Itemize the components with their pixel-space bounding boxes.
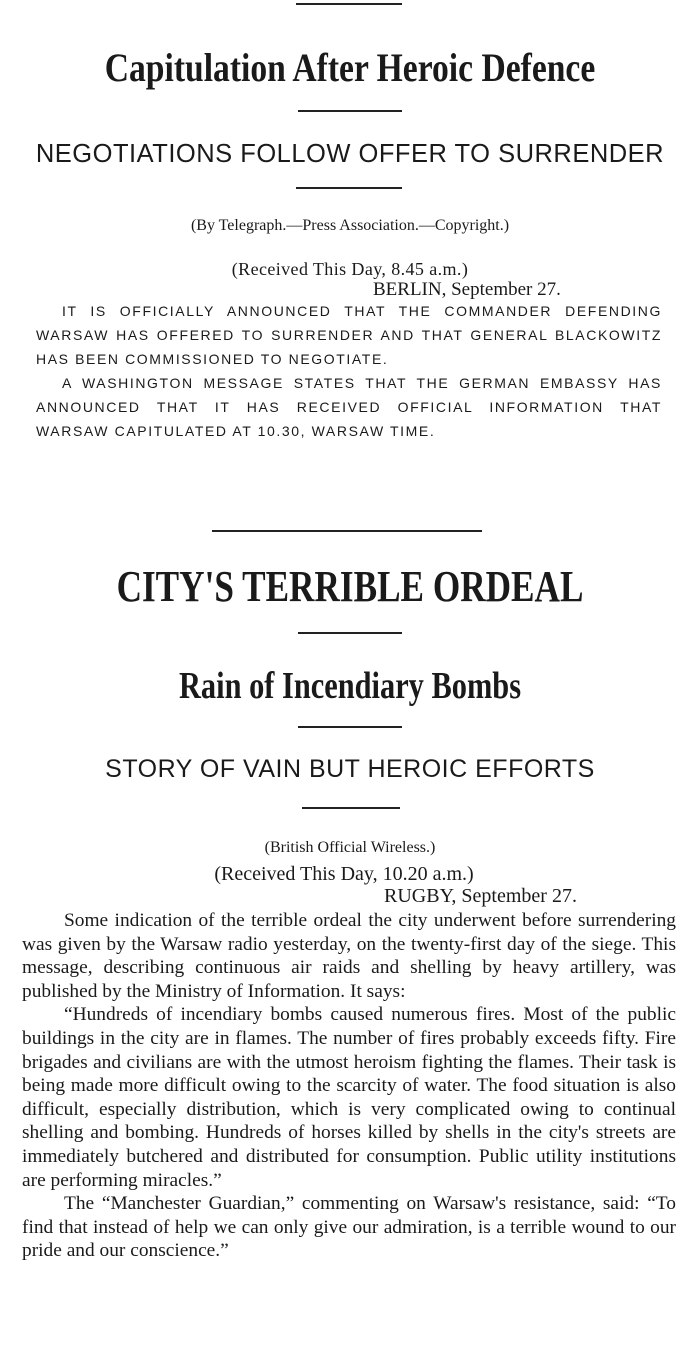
article2-subheadline: Rain of Incendiary Bombs [178, 665, 522, 707]
article2-paragraph: The “Manchester Guardian,” commenting on Warsaw's resistance, said: “To find that instead of help we can only give our admiration, is a terrible wound to our pride and our conscience.” [22, 1193, 676, 1262]
article2-deck: STORY OF VAIN BUT HEROIC EFFORTS [105, 755, 595, 783]
article1-dateline: BERLIN, September 27. [373, 279, 561, 300]
article1-rule-1 [298, 110, 402, 112]
article1-rule-2 [296, 187, 402, 189]
article2-dateline: RUGBY, September 27. [384, 885, 577, 907]
article2-headline: CITY'S TERRIBLE ORDEAL [116, 562, 584, 611]
article2-rule-3 [302, 807, 400, 809]
article1-subheadline: NEGOTIATIONS FOLLOW OFFER TO SURRENDER [35, 140, 665, 168]
article2-source: (British Official Wireless.) [264, 839, 436, 856]
article1-source: (By Telegraph.—Press Association.—Copyright.) [190, 217, 510, 234]
article1-headline: Capitulation After Heroic Defence [104, 45, 596, 90]
article2-received: (Received This Day, 10.20 a.m.) [214, 863, 474, 885]
article-separator [212, 530, 482, 532]
article1-paragraph: A WASHINGTON MESSAGE STATES THAT THE GERMAN EMBASSY HAS ANNOUNCED THAT IT HAS RECEIVED OFFICIAL INFORMATION THAT WARSAW CAPITULATED AT 10.30, WARSAW TIME. [36, 375, 662, 439]
article1-received: (Received This Day, 8.45 a.m.) [231, 259, 469, 279]
article2-paragraph: Some indication of the terrible ordeal the city underwent before surrendering was given by the Warsaw radio yesterday, on the twenty-first day of the siege. This message, describing continuous air raids and shelling by heavy artillery, was published by the Ministry of Information. It says: [22, 910, 676, 1002]
article2-rule-1 [298, 632, 402, 634]
top-rule [296, 3, 402, 5]
article2-body [22, 909, 676, 1263]
article2-rule-2 [298, 726, 402, 728]
article1-paragraph: IT IS OFFICIALLY ANNOUNCED THAT THE COMMANDER DEFENDING WARSAW HAS OFFERED TO SURRENDER AND THAT GENERAL BLACKOWITZ HAS BEEN COMMISSIONED TO NEGOTIATE. [36, 303, 662, 367]
article2-paragraph: “Hundreds of incendiary bombs caused numerous fires. Most of the public buildings in the city are in flames. The number of fires probably exceeds fifty. Fire brigades and civilians are with the utmost heroism fighting the flames. Their task is being made more difficult owing to the scarcity of water. The food situation is also difficult, especially distribution, which is very complicated owing to continual shelling and bombing. Hundreds of horses killed by shells in the city's streets are immediately butchered and distributed for consumption. Public utility institutions are performing miracles.” [22, 1004, 676, 1191]
article1-body [36, 299, 662, 443]
